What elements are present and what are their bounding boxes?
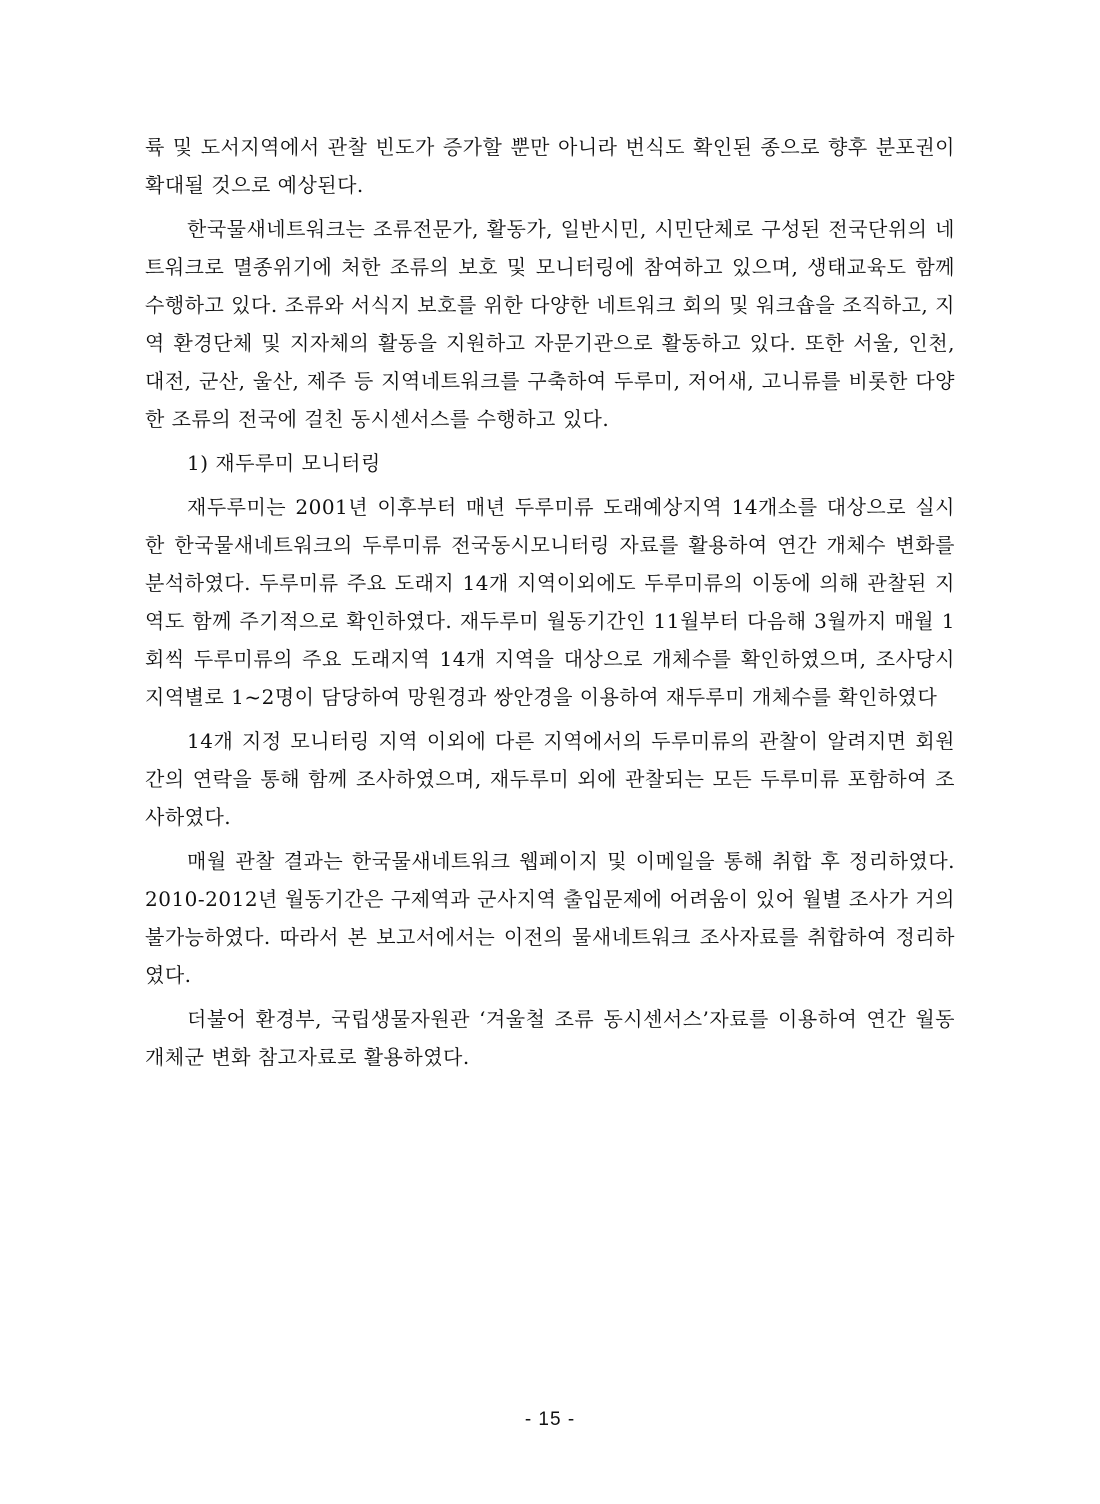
paragraph-reference-data: 더불어 환경부, 국립생물자원관 ‘겨울철 조류 동시센서스’자료를 이용하여 연간 월동개체군 변화 참고자료로 활용하였다. [145, 1007, 955, 1069]
paragraph-results-compilation: 매월 관찰 결과는 한국물새네트워크 웹페이지 및 이메일을 통해 취합 후 정리하였다. 2010-2012년 월동기간은 구제역과 군사지역 출입문제에 어려움이 있어 월별 조사가 거의 불가능하였다. 따라서 본 보고서에서는 이전의 물새네트워크 조사자료를 취합하여 정리하였다. [145, 849, 955, 987]
paragraph-network-intro: 한국물새네트워크는 조류전문가, 활동가, 일반시민, 시민단체로 구성된 전국단위의 네트워크로 멸종위기에 처한 조류의 보호 및 모니터링에 참여하고 있으며, 생태교육도 함께 수행하고 있다. 조류와 서식지 보호를 위한 다양한 네트워크 회의 및 워크숍을 조직하고, 지역 환경단체 및 지자체의 활동을 지원하고 자문기관으로 활동하고 있다. 또한 서울, 인천, 대전, 군산, 울산, 제주 등 지역네트워크를 구축하여 두루미, 저어새, 고니류를 비롯한 다양한 조류의 전국에 걸친 동시센서스를 수행하고 있다. [145, 217, 955, 431]
page-number: - 15 - [524, 1409, 576, 1430]
paragraph-monitoring-method: 재두루미는 2001년 이후부터 매년 두루미류 도래예상지역 14개소를 대상으로 실시한 한국물새네트워크의 두루미류 전국동시모니터링 자료를 활용하여 연간 개체수 변화를 분석하였다. 두루미류 주요 도래지 14개 지역이외에도 두루미류의 이동에 의해 관찰된 지역도 함께 주기적으로 확인하였다. 재두루미 월동기간인 11월부터 다음해 3월까지 매월 1회씩 두루미류의 주요 도래지역 14개 지역을 대상으로 개체수를 확인하였으며, 조사당시 지역별로 1~2명이 담당하여 망원경과 쌍안경을 이용하여 재두루미 개체수를 확인하였다 [145, 495, 955, 709]
paragraph-continuation: 륙 및 도서지역에서 관찰 빈도가 증가할 뿐만 아니라 번식도 확인된 종으로 향후 분포권이 확대될 것으로 예상된다. [145, 135, 955, 197]
body-text [145, 128, 955, 1082]
paragraph-other-regions: 14개 지정 모니터링 지역 이외에 다른 지역에서의 두루미류의 관찰이 알려지면 회원 간의 연락을 통해 함께 조사하였으며, 재두루미 외에 관찰되는 모든 두루미류 포함하여 조사하였다. [145, 729, 955, 829]
section-heading-monitoring: 1) 재두루미 모니터링 [187, 451, 381, 475]
